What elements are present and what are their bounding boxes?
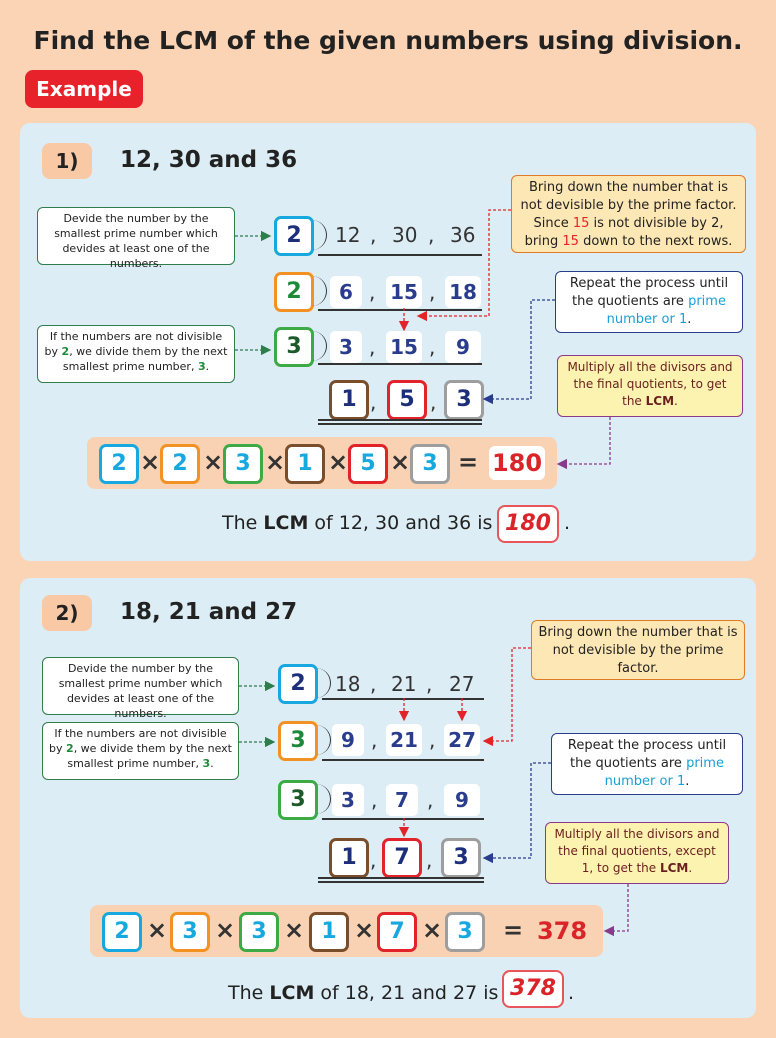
q1-final-quotient: 1 — [329, 380, 369, 420]
equals-sign: = — [458, 448, 479, 476]
q2-factor: 3 — [239, 912, 279, 952]
q1-final-quotient: 5 — [387, 380, 427, 420]
note-multiply: Multiply all the divisors and the final quotients, except 1, to get the LCM. — [545, 822, 729, 884]
note-bring-down: Bring down the number that is not devisible by the prime factor. — [531, 620, 745, 680]
arrow — [605, 884, 628, 931]
arrow — [418, 210, 511, 316]
comma: , — [428, 223, 435, 247]
q2-row2-value: 9 — [332, 724, 364, 756]
times-sign: × — [422, 916, 443, 944]
times-sign: × — [265, 448, 286, 476]
q2-final-quotient: 1 — [329, 838, 369, 878]
note-next-prime: If the numbers are not divisible by 2, we divide them by the next smallest prime number, 3. — [42, 722, 239, 780]
arrow — [558, 417, 610, 464]
arrow — [484, 300, 555, 399]
q2-factor: 3 — [170, 912, 210, 952]
times-sign: × — [203, 448, 224, 476]
q2-row1-value: 27 — [449, 672, 475, 696]
q2-final-quotient: 3 — [441, 838, 481, 878]
q1-factor: 1 — [285, 444, 325, 484]
times-sign: × — [215, 916, 236, 944]
q1-row3-value: 15 — [386, 331, 422, 363]
q1-divisor-2: 2 — [274, 272, 314, 312]
q2-row3-value: 7 — [386, 784, 418, 816]
q1-answer-box: 180 — [497, 505, 559, 543]
question-2-number: 2) — [42, 595, 92, 631]
q1-factor: 2 — [99, 444, 139, 484]
q2-row2-value: 27 — [444, 724, 480, 756]
q2-divisor-1: 2 — [278, 664, 318, 704]
note-bring-down: Bring down the number that is not devisible by the prime factor. Since 15 is not divisible by 2, bring 15 down to the next rows. — [511, 175, 746, 253]
q1-row2-value: 15 — [386, 276, 422, 308]
q1-factor: 3 — [410, 444, 450, 484]
arrow — [484, 763, 551, 858]
q1-answer-sentence: The LCM of 12, 30 and 36 is — [222, 512, 493, 534]
q2-divisor-2: 3 — [278, 721, 318, 761]
page-title: Find the LCM of the given numbers using division. — [33, 26, 743, 55]
comma: , — [426, 848, 433, 872]
note-divide-smallest-prime: Devide the number by the smallest prime number which devides at least one of the numbers. — [37, 207, 235, 265]
q1-factor: 2 — [160, 444, 200, 484]
arrow — [484, 648, 531, 741]
note-repeat: Repeat the process until the quotients are prime number or 1. — [551, 733, 743, 795]
question-1-number: 1) — [42, 143, 92, 179]
q1-divisor-3: 3 — [274, 327, 314, 367]
times-sign: × — [354, 916, 375, 944]
q2-factor: 7 — [377, 912, 417, 952]
times-sign: × — [147, 916, 168, 944]
q1-final-quotient: 3 — [444, 380, 484, 420]
q2-row1-value: 18 — [335, 672, 361, 696]
comma: , — [370, 390, 377, 414]
question-2-text: 18, 21 and 27 — [120, 599, 298, 625]
q1-row3-value: 3 — [330, 331, 362, 363]
comma: , — [429, 335, 436, 359]
comma: , — [371, 728, 378, 752]
note-multiply: Multiply all the divisors and the final quotients, to get the LCM. — [557, 355, 743, 417]
comma: , — [369, 335, 376, 359]
comma: , — [369, 280, 376, 304]
q2-answer-box: 378 — [502, 970, 564, 1008]
comma: , — [427, 788, 434, 812]
q1-row1-value: 30 — [392, 223, 418, 247]
q2-final-quotient: 7 — [382, 838, 422, 878]
note-divide-smallest-prime: Devide the number by the smallest prime number which devides at least one of the numbers. — [42, 657, 239, 715]
q1-product-result: 180 — [489, 446, 545, 480]
q2-answer-sentence: The LCM of 18, 21 and 27 is — [228, 982, 499, 1004]
q2-factor: 1 — [309, 912, 349, 952]
period: . — [568, 982, 575, 1004]
q1-row2-value: 6 — [330, 276, 362, 308]
comma: , — [370, 848, 377, 872]
comma: , — [426, 672, 433, 696]
times-sign: × — [390, 448, 411, 476]
times-sign: × — [140, 448, 161, 476]
question-1-text: 12, 30 and 36 — [120, 147, 298, 173]
q2-divisor-3: 3 — [278, 780, 318, 820]
times-sign: × — [328, 448, 349, 476]
comma: , — [371, 788, 378, 812]
comma: , — [429, 728, 436, 752]
q1-row3-value: 9 — [445, 331, 481, 363]
q2-factor: 2 — [102, 912, 142, 952]
note-repeat: Repeat the process until the quotients are prime number or 1. — [555, 271, 743, 333]
comma: , — [370, 223, 377, 247]
q1-divisor-1: 2 — [274, 216, 314, 256]
q2-row3-value: 3 — [332, 784, 364, 816]
comma: , — [370, 672, 377, 696]
q1-row1-value: 36 — [450, 223, 476, 247]
comma: , — [429, 280, 436, 304]
q2-row3-value: 9 — [444, 784, 480, 816]
example-badge: Example — [25, 70, 143, 108]
q1-factor: 3 — [223, 444, 263, 484]
q2-product-result: 378 — [536, 917, 588, 945]
comma: , — [430, 390, 437, 414]
q2-row1-value: 21 — [391, 672, 417, 696]
q1-factor: 5 — [348, 444, 388, 484]
q1-row2-value: 18 — [445, 276, 481, 308]
q2-factor: 3 — [445, 912, 485, 952]
note-next-prime: If the numbers are not divisible by 2, we divide them by the next smallest prime number, 3. — [37, 325, 235, 383]
period: . — [564, 512, 571, 534]
equals-sign: = — [503, 916, 524, 944]
times-sign: × — [284, 916, 305, 944]
q2-row2-value: 21 — [386, 724, 422, 756]
q1-row1-value: 12 — [335, 223, 361, 247]
